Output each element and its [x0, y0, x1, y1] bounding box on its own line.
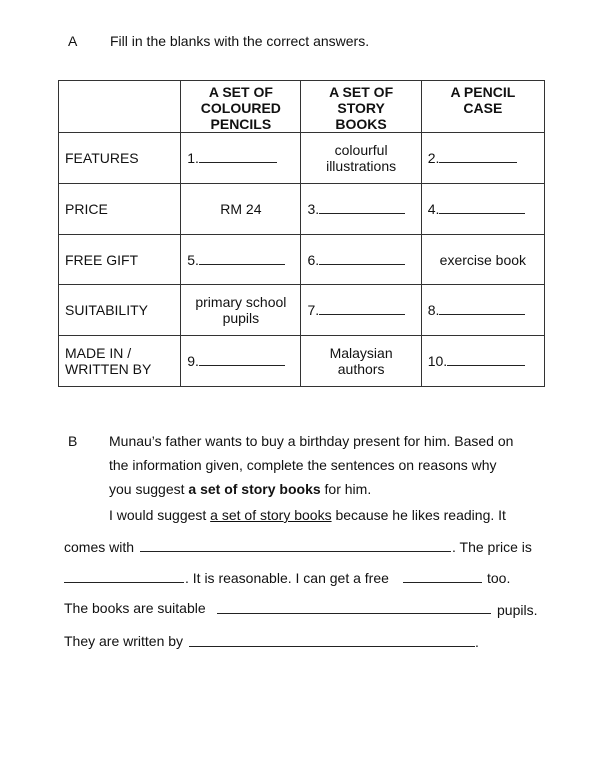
blank-line[interactable]	[439, 302, 525, 315]
blank-line[interactable]	[189, 646, 475, 647]
cell-line: authors	[337, 361, 385, 377]
section-b-instruction-line3	[109, 481, 371, 497]
comparison-table	[58, 80, 545, 387]
blank-number: 8.	[427, 302, 440, 318]
blank-line[interactable]	[140, 551, 451, 552]
cell-line: pupils	[222, 310, 260, 326]
table-row-made-in	[59, 336, 545, 387]
row-label-made-in	[59, 336, 181, 387]
cell-features-story-books	[301, 133, 421, 184]
blank-number: 6.	[307, 251, 320, 268]
answer-cell-8	[421, 285, 544, 336]
paragraph-text: pupils.	[497, 602, 538, 618]
row-label: FEATURES	[59, 133, 181, 184]
paragraph-text: They are written by	[64, 633, 184, 649]
header-story-books	[301, 81, 421, 133]
header-line: CASE	[463, 100, 503, 116]
paragraph-text: . It is reasonable. I can get a free	[185, 570, 389, 586]
instruction-bold-text: a set of story books	[188, 481, 321, 497]
answer-cell-9	[181, 336, 301, 387]
answer-cell-2	[421, 133, 544, 184]
paragraph-text: . The price is	[452, 539, 532, 555]
blank-number: 5.	[187, 251, 199, 268]
answer-cell-4	[421, 184, 544, 235]
blank-line[interactable]	[199, 353, 285, 366]
header-line: BOOKS	[335, 116, 387, 132]
paragraph-underlined-text: a set of story books	[210, 507, 332, 523]
header-pencil-case	[421, 81, 544, 133]
header-line: PENCILS	[210, 116, 272, 132]
blank-number: 7.	[307, 302, 320, 318]
answer-cell-5	[181, 235, 301, 285]
answer-cell-1	[181, 133, 301, 184]
header-line: A SET OF	[329, 84, 394, 100]
blank-line[interactable]	[319, 201, 405, 214]
blank-line[interactable]	[199, 150, 277, 163]
cell-line: primary school	[195, 294, 287, 310]
row-label-line: WRITTEN BY	[65, 361, 152, 377]
header-empty-cell	[59, 81, 181, 133]
table-row-free-gift	[59, 235, 545, 285]
paragraph-line-1	[109, 507, 506, 523]
instruction-text: for him.	[320, 481, 372, 497]
header-line: A SET OF	[208, 84, 273, 100]
paragraph-text: .	[475, 634, 479, 650]
blank-number: 1.	[187, 150, 199, 166]
table-header-row	[59, 81, 545, 133]
paragraph-text: too.	[487, 570, 511, 586]
cell-free-gift-pencil-case: exercise book	[421, 235, 544, 285]
blank-number: 10.	[427, 353, 448, 369]
instruction-text: you suggest	[109, 481, 189, 497]
blank-line[interactable]	[199, 252, 285, 265]
cell-suitability-coloured-pencils	[181, 285, 301, 336]
row-label: PRICE	[59, 184, 181, 235]
answer-cell-10	[421, 336, 544, 387]
header-line: COLOURED	[200, 100, 281, 116]
blank-number: 4.	[427, 201, 440, 217]
paragraph-text: because he likes reading. It	[331, 507, 506, 523]
cell-line: colourful	[334, 142, 388, 158]
blank-line[interactable]	[403, 582, 482, 583]
table-row-price	[59, 184, 545, 235]
blank-number: 3.	[307, 201, 320, 217]
blank-line[interactable]	[439, 201, 525, 214]
section-b-instruction-line2: the information given, complete the sentences on reasons why	[109, 457, 497, 473]
header-line: A PENCIL	[450, 84, 516, 100]
cell-price-coloured-pencils: RM 24	[181, 184, 301, 235]
section-b-instruction-line1: Munau’s father wants to buy a birthday present for him. Based on	[109, 433, 514, 449]
table-row-suitability	[59, 285, 545, 336]
paragraph-text: The books are suitable	[64, 600, 206, 616]
section-a-letter: A	[68, 33, 78, 49]
answer-cell-6	[301, 235, 421, 285]
paragraph-text: I would suggest	[109, 507, 211, 523]
cell-line: Malaysian	[329, 345, 393, 361]
blank-line[interactable]	[64, 582, 184, 583]
answer-cell-3	[301, 184, 421, 235]
blank-line[interactable]	[319, 252, 405, 265]
row-label: SUITABILITY	[59, 285, 181, 336]
cell-written-by-story-books	[301, 336, 421, 387]
header-coloured-pencils	[181, 81, 301, 133]
table-row-features	[59, 133, 545, 184]
blank-number: 9.	[187, 353, 199, 369]
blank-line[interactable]	[319, 302, 405, 315]
blank-number: 2.	[427, 150, 440, 166]
answer-cell-7	[301, 285, 421, 336]
header-line: STORY	[337, 100, 385, 116]
blank-line[interactable]	[439, 150, 517, 163]
paragraph-text: comes with	[64, 539, 135, 555]
section-b-letter: B	[68, 433, 78, 449]
row-label-line: MADE IN /	[65, 345, 132, 361]
section-a-instruction: Fill in the blanks with the correct answers.	[110, 33, 370, 49]
blank-line[interactable]	[217, 613, 491, 614]
row-label: FREE GIFT	[59, 235, 181, 285]
cell-line: illustrations	[326, 158, 397, 174]
blank-line[interactable]	[447, 353, 525, 366]
